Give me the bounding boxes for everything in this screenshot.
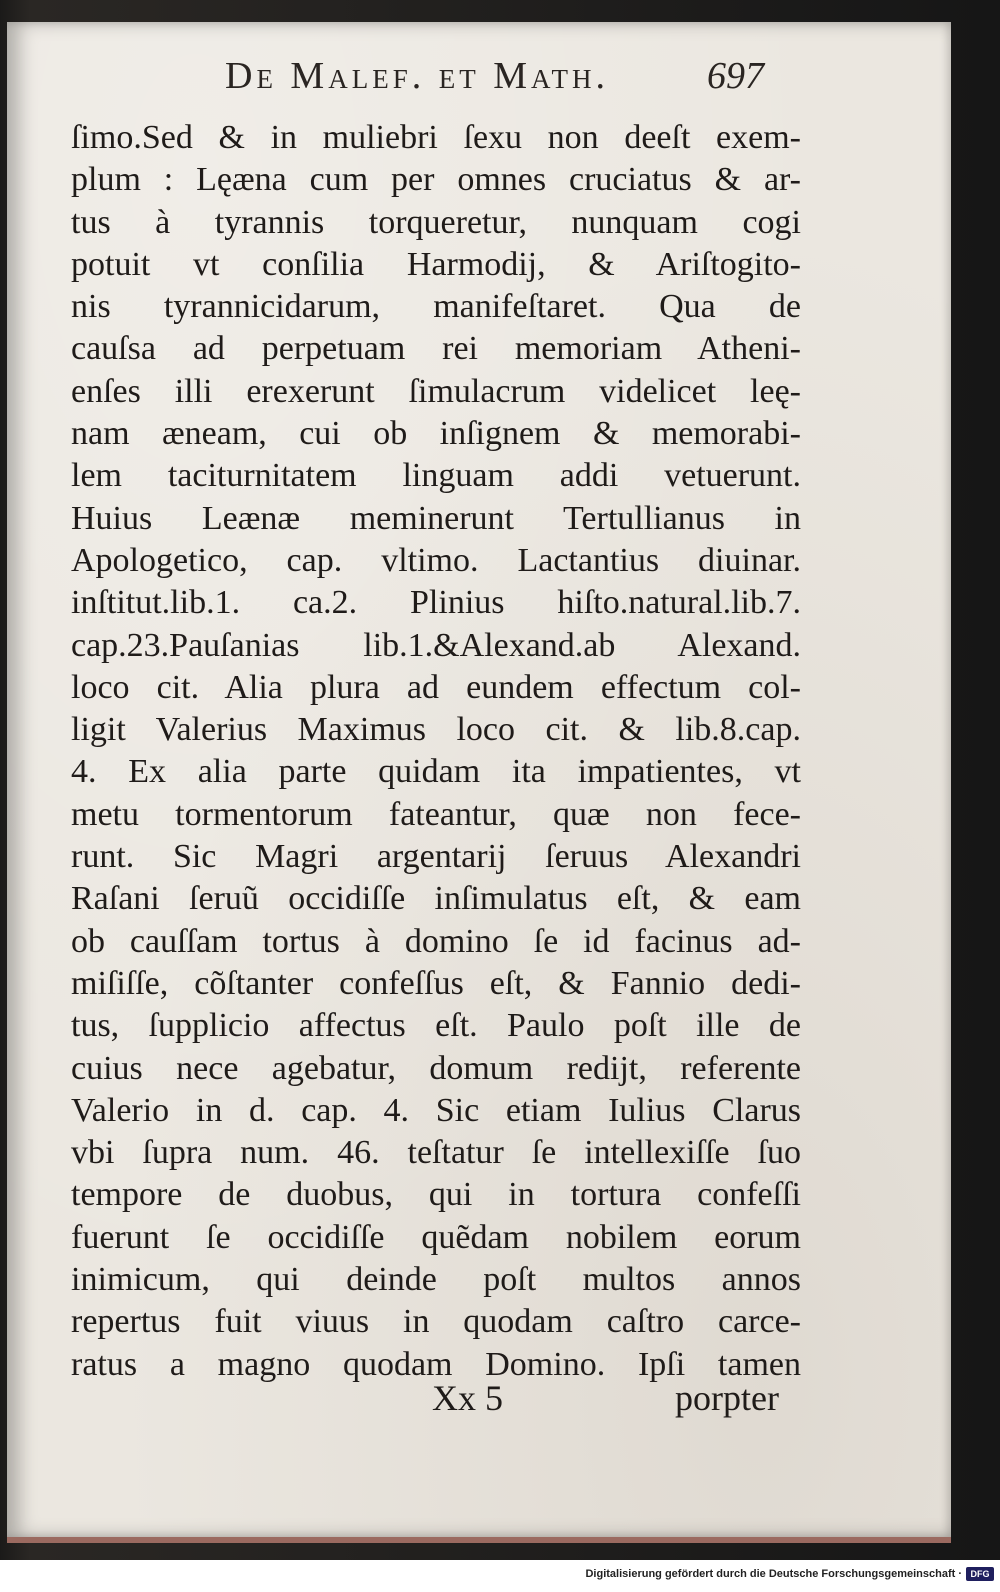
text-line: ob cauſſam tortus à domino ſe id facinus ad- xyxy=(71,922,801,960)
text-line: nam æneam, cui ob inſignem & memorabi- xyxy=(71,415,801,453)
book-page xyxy=(7,22,951,1543)
text-line: potuit vt conſilia Harmodij, & Ariſtogito- xyxy=(71,245,801,283)
dfg-logo: DFG xyxy=(966,1567,994,1581)
text-line: vbi ſupra num. 46. teſtatur ſe intellexiſſe ſuo xyxy=(71,1134,801,1172)
digitization-credit-text: Digitalisierung gefördert durch die Deutsche Forschungsgemeinschaft · xyxy=(585,1568,962,1580)
text-line: Raſani ſeruũ occidiſſe inſimulatus eſt, & eam xyxy=(71,880,801,918)
text-line: inimicum, qui deinde poſt multos annos xyxy=(71,1261,801,1299)
text-line: ſimo.Sed & in muliebri ſexu non deeſt exem- xyxy=(71,119,801,156)
text-line: tus à tyrannis torqueretur, nunquam cogi xyxy=(71,203,801,241)
text-line: Valerio in d. cap. 4. Sic etiam Iulius Clarus xyxy=(71,1091,801,1129)
digitization-credit-bar xyxy=(0,1560,1000,1592)
text-line: nis tyrannicidarum, manifeſtaret. Qua de xyxy=(71,288,801,326)
text-line: 4. Ex alia parte quidam ita impatientes, vt xyxy=(71,753,801,791)
catchword: porpter xyxy=(675,1378,779,1418)
text-line: plum : Lęæna cum per omnes cruciatus & ar- xyxy=(71,161,801,199)
page-number: 697 xyxy=(707,55,764,97)
text-line: tus, ſupplicio affectus eſt. Paulo poſt ille de xyxy=(71,1007,801,1045)
text-line: inſtitut.lib.1. ca.2. Plinius hiſto.natural.lib.7. xyxy=(71,584,801,622)
text-line: metu tormentorum fateantur, quæ non fece- xyxy=(71,795,801,833)
text-line: runt. Sic Magri argentarij ſeruus Alexandri xyxy=(71,838,801,876)
page-header xyxy=(7,54,951,110)
text-line: cap.23.Pauſanias lib.1.&Alexand.ab Alexand. xyxy=(71,626,801,664)
text-line: enſes illi erexerunt ſimulacrum videlicet leę- xyxy=(71,372,801,410)
text-line: repertus fuit viuus in quodam caſtro carce- xyxy=(71,1303,801,1341)
text-line: cuius nece agebatur, domum redijt, referente xyxy=(71,1049,801,1087)
text-line: lem taciturnitatem linguam addi vetuerunt. xyxy=(71,457,801,495)
text-line: fuerunt ſe occidiſſe quẽdam nobilem eorum xyxy=(71,1218,801,1256)
page-footer xyxy=(7,1377,951,1427)
text-line: Apologetico, cap. vltimo. Lactantius diuinar. xyxy=(71,541,801,579)
text-line: ligit Valerius Maximus loco cit. & lib.8.cap. xyxy=(71,711,801,749)
text-line: cauſsa ad perpetuam rei memoriam Atheni- xyxy=(71,330,801,368)
body-text xyxy=(71,117,801,1386)
text-line: ratus a magno quodam Domino. Ipſi tamen xyxy=(71,1345,801,1383)
text-line: Huius Leænæ meminerunt Tertullianus in xyxy=(71,499,801,537)
text-line: tempore de duobus, qui in tortura confeſſi xyxy=(71,1176,801,1214)
text-line: miſiſſe, cõſtanter confeſſus eſt, & Fannio dedi- xyxy=(71,964,801,1002)
text-line: loco cit. Alia plura ad eundem effectum col- xyxy=(71,668,801,706)
signature-mark: Xx 5 xyxy=(432,1378,503,1418)
running-head: De Malef. et Math. xyxy=(225,55,609,97)
